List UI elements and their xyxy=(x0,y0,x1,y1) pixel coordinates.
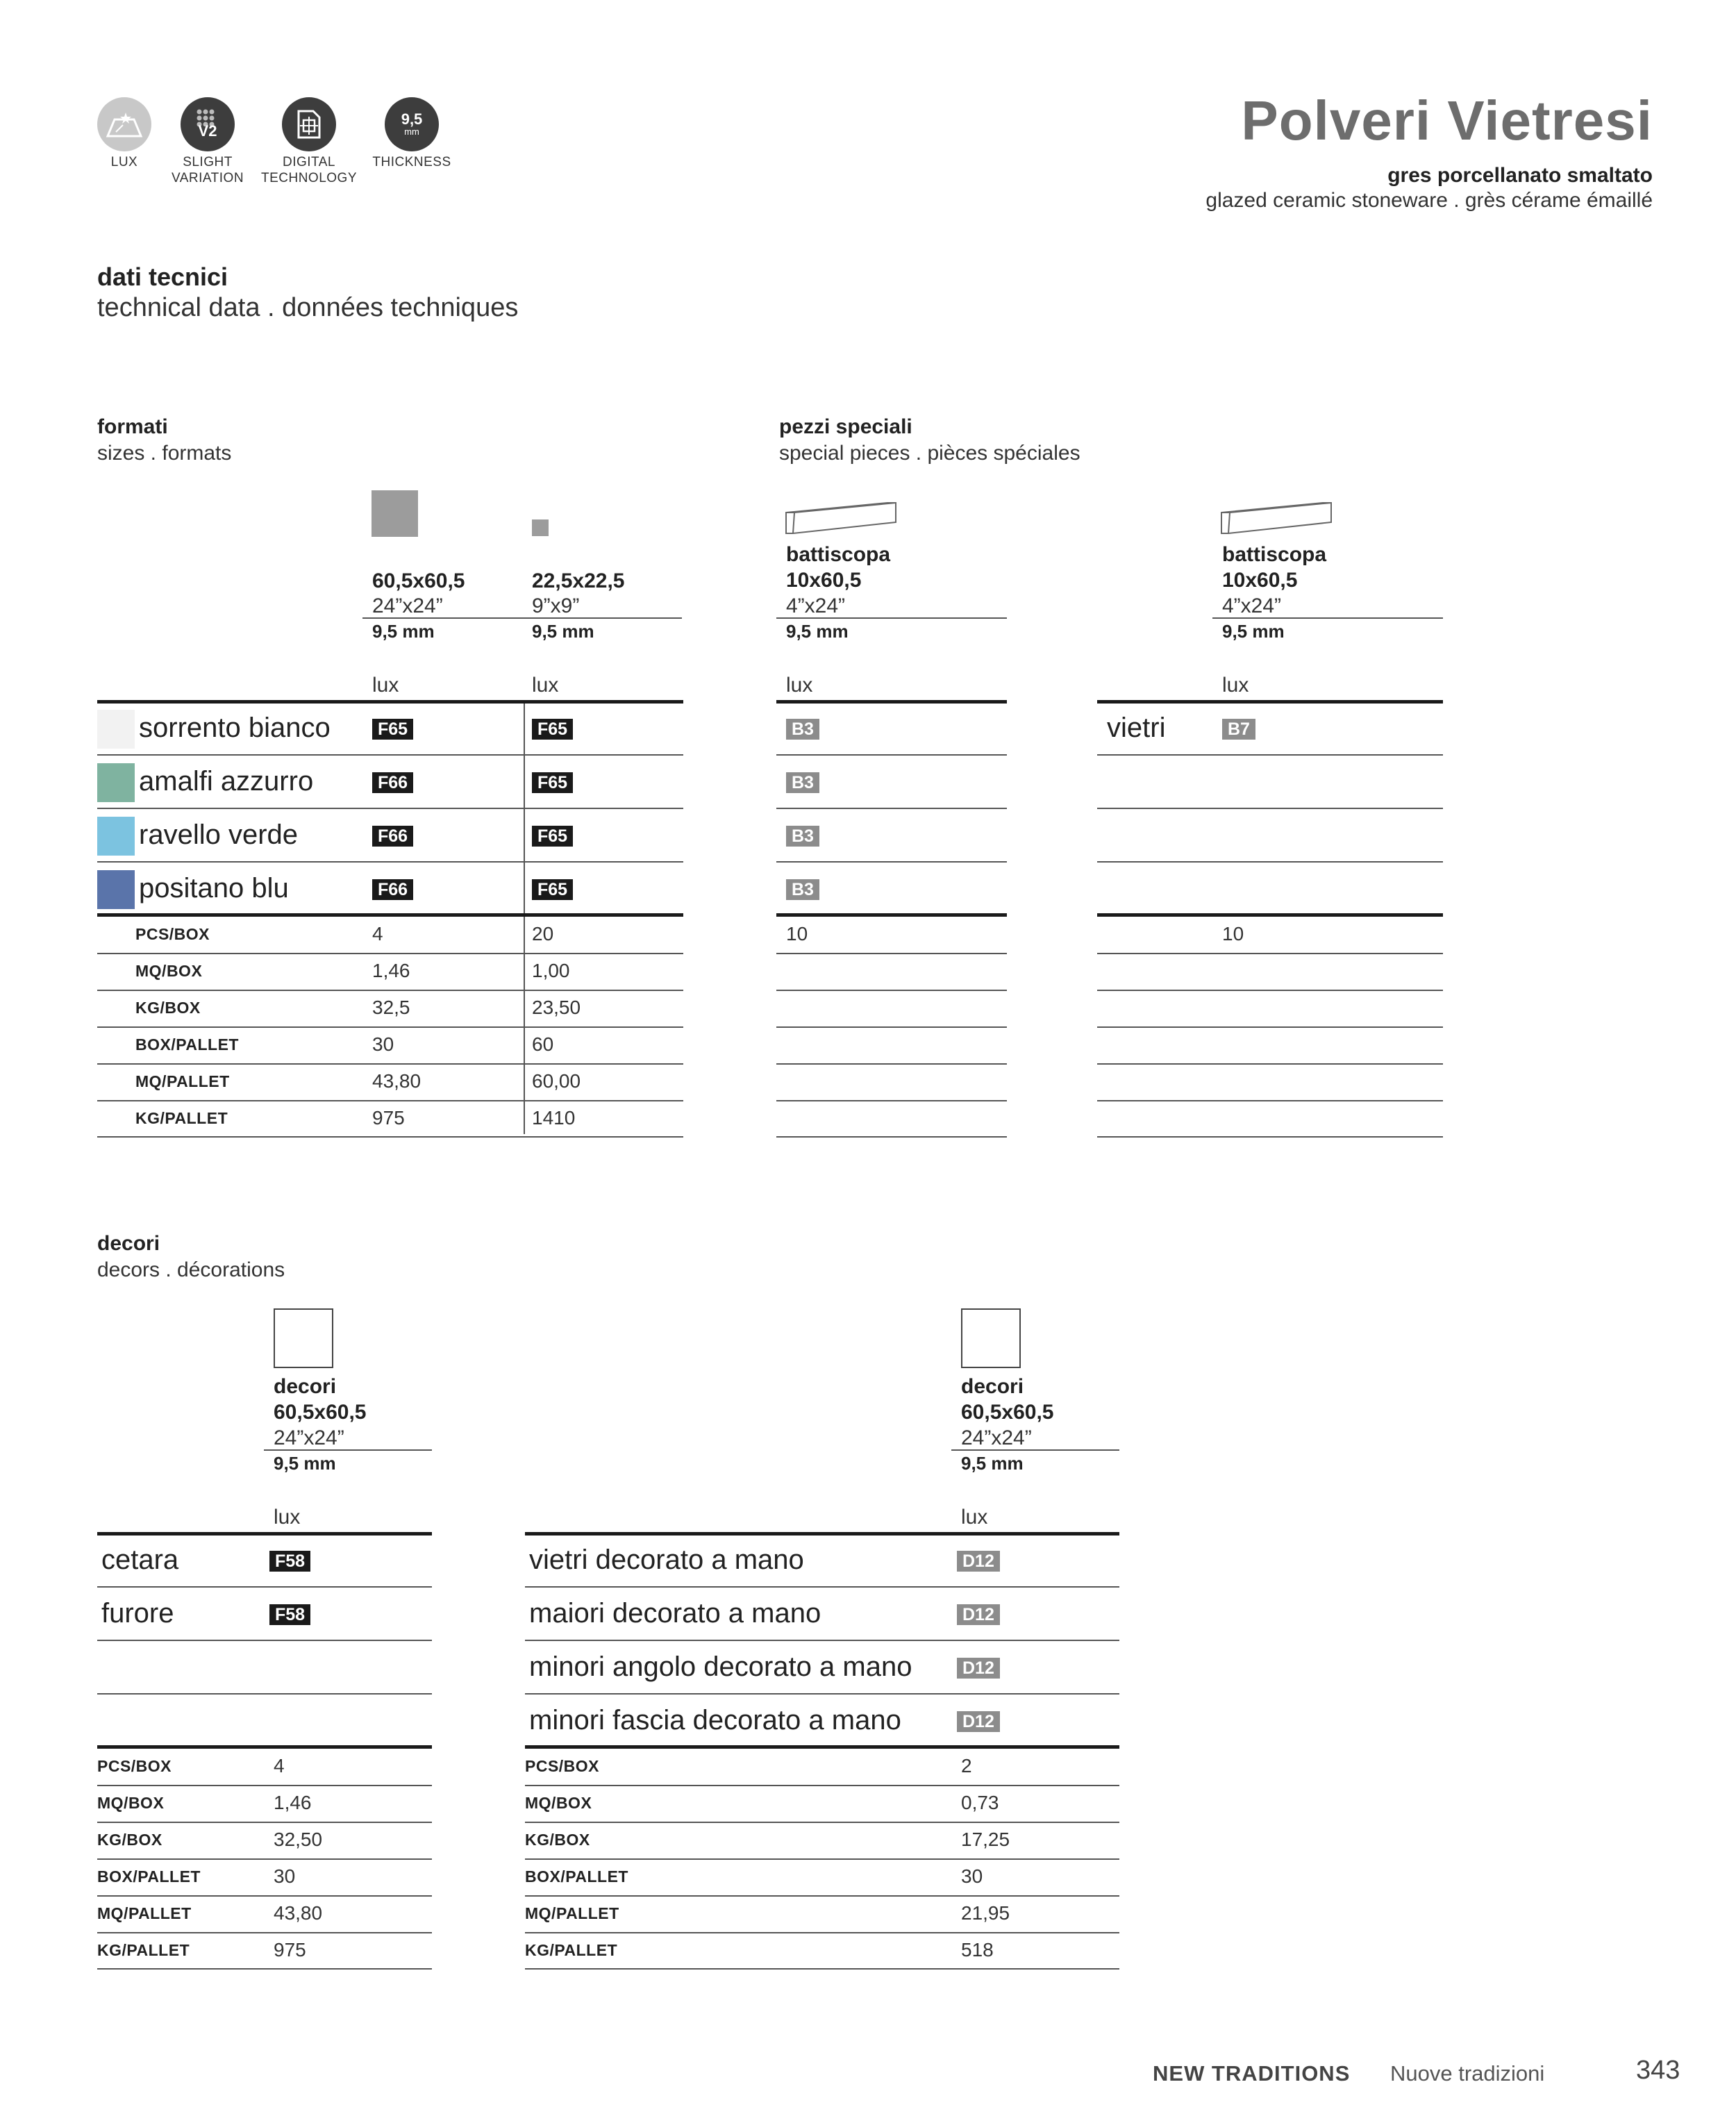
tile-22-preview xyxy=(532,519,549,536)
pack-label: KG/PALLET xyxy=(135,1109,228,1127)
code-badge: F66 xyxy=(372,772,413,793)
lux-icon xyxy=(97,97,151,151)
color-swatch xyxy=(97,763,135,802)
format-finish: lux xyxy=(372,674,399,697)
pack-value: 60 xyxy=(532,1033,554,1055)
special-name: battiscopa xyxy=(786,543,891,566)
pack-value: 60,00 xyxy=(532,1070,581,1092)
code-badge: D12 xyxy=(957,1604,1000,1625)
pack-label: KG/BOX xyxy=(525,1831,590,1849)
digital-technology-label: DIGITAL TECHNOLOGY xyxy=(260,155,358,185)
special-thickness: 9,5 mm xyxy=(786,621,849,642)
decor-row-name: vietri decorato a mano xyxy=(529,1545,804,1575)
pack-value: 1,46 xyxy=(274,1792,312,1813)
pack-value: 975 xyxy=(372,1107,405,1129)
pack-value: 4 xyxy=(274,1755,285,1776)
decors-subtitle: decors . décorations xyxy=(97,1258,285,1281)
special-finish: lux xyxy=(1222,674,1249,697)
subtitle-en-fr: glazed ceramic stoneware . grès cérame émaillé xyxy=(1205,189,1653,212)
decor-tile-preview xyxy=(274,1308,333,1368)
pack-label: BOX/PALLET xyxy=(97,1867,201,1886)
code-badge: F58 xyxy=(269,1604,310,1625)
slight-variation-label: SLIGHT VARIATION xyxy=(171,155,244,185)
code-badge: F65 xyxy=(532,826,573,847)
technical-title: dati tecnici xyxy=(97,263,228,291)
special-finish: lux xyxy=(786,674,813,697)
pack-label: KG/PALLET xyxy=(525,1941,618,1959)
pack-value: 30 xyxy=(274,1865,296,1887)
decor-size: 60,5x60,5 xyxy=(274,1401,367,1424)
pack-value: 32,5 xyxy=(372,997,410,1018)
skirting-piece-icon xyxy=(785,497,897,536)
code-badge: B3 xyxy=(786,772,819,793)
pack-label: KG/BOX xyxy=(135,999,201,1017)
special-subtitle: special pieces . pièces spéciales xyxy=(779,442,1080,465)
pack-value: 2 xyxy=(961,1755,972,1776)
pack-label: MQ/BOX xyxy=(135,962,203,980)
pack-value: 17,25 xyxy=(961,1829,1010,1850)
format-inch: 24”x24” xyxy=(372,594,443,617)
decor-finish: lux xyxy=(961,1506,988,1529)
decor-row-name: furore xyxy=(101,1598,174,1629)
pack-value: 1,00 xyxy=(532,960,570,981)
pack-value: 4 xyxy=(372,923,383,944)
slight-variation-badge: V2 xyxy=(198,122,217,140)
decor-tile-preview xyxy=(961,1308,1021,1368)
code-badge: B3 xyxy=(786,719,819,740)
pack-label: BOX/PALLET xyxy=(525,1867,628,1886)
pack-label: PCS/BOX xyxy=(97,1757,172,1775)
code-badge: D12 xyxy=(957,1551,1000,1572)
code-badge: F58 xyxy=(269,1551,310,1572)
technical-subtitle: technical data . données techniques xyxy=(97,293,519,322)
decor-name: decori xyxy=(274,1375,337,1398)
pack-value: 43,80 xyxy=(372,1070,422,1092)
pack-label: MQ/PALLET xyxy=(525,1904,619,1922)
pack-value: 10 xyxy=(786,923,808,944)
color-swatch xyxy=(97,817,135,856)
pack-value: 20 xyxy=(532,923,554,944)
pack-value: 23,50 xyxy=(532,997,581,1018)
pack-label: KG/BOX xyxy=(97,1831,162,1849)
special-title: pezzi speciali xyxy=(779,415,912,438)
decor-row-name: minori angolo decorato a mano xyxy=(529,1651,912,1682)
code-badge: D12 xyxy=(957,1711,1000,1732)
code-badge: B3 xyxy=(786,879,819,900)
decor-thickness: 9,5 mm xyxy=(961,1453,1024,1474)
pack-value: 32,50 xyxy=(274,1829,323,1850)
format-inch: 9”x9” xyxy=(532,594,580,617)
decor-thickness: 9,5 mm xyxy=(274,1453,336,1474)
pack-label: MQ/BOX xyxy=(525,1794,592,1812)
pack-value: 10 xyxy=(1222,923,1244,944)
special-inch: 4”x24” xyxy=(1222,594,1282,617)
code-badge: F66 xyxy=(372,826,413,847)
decors-title: decori xyxy=(97,1232,160,1255)
decor-size: 60,5x60,5 xyxy=(961,1401,1054,1424)
pack-value: 0,73 xyxy=(961,1792,999,1813)
slight-variation-icon xyxy=(181,97,235,151)
lux-label: LUX xyxy=(110,155,138,169)
color-swatch xyxy=(97,710,135,749)
digital-technology-icon xyxy=(282,97,336,151)
color-name: ravello verde xyxy=(139,819,299,850)
pack-value: 518 xyxy=(961,1939,994,1961)
code-badge: F65 xyxy=(532,879,573,900)
format-thickness: 9,5 mm xyxy=(372,621,435,642)
skirting-piece-icon xyxy=(1220,497,1333,536)
footer-collection-it: Nuove tradizioni xyxy=(1390,2061,1545,2086)
formats-title: formati xyxy=(97,415,168,438)
subtitle-it: gres porcellanato smaltato xyxy=(1387,164,1653,187)
footer-collection: NEW TRADITIONS xyxy=(1153,2061,1351,2086)
format-size: 60,5x60,5 xyxy=(372,569,465,592)
pack-label: PCS/BOX xyxy=(135,925,210,943)
pack-label: BOX/PALLET xyxy=(135,1035,239,1054)
decor-name: decori xyxy=(961,1375,1024,1398)
format-size: 22,5x22,5 xyxy=(532,569,625,592)
color-name: amalfi azzurro xyxy=(139,766,314,797)
pack-label: MQ/PALLET xyxy=(135,1072,230,1090)
pack-value: 30 xyxy=(372,1033,394,1055)
pack-value: 1,46 xyxy=(372,960,410,981)
pack-label: KG/PALLET xyxy=(97,1941,190,1959)
formats-subtitle: sizes . formats xyxy=(97,442,232,465)
brand-title: Polveri Vietresi xyxy=(1241,90,1653,151)
thickness-label: THICKNESS xyxy=(372,155,451,169)
pack-value: 43,80 xyxy=(274,1902,323,1924)
decor-finish: lux xyxy=(274,1506,301,1529)
pack-value: 975 xyxy=(274,1939,306,1961)
thickness-icon xyxy=(385,97,439,151)
special-name: battiscopa xyxy=(1222,543,1327,566)
code-badge: D12 xyxy=(957,1658,1000,1679)
pack-value: 30 xyxy=(961,1865,983,1887)
page-number: 343 xyxy=(1636,2056,1680,2085)
thickness-value: 9,5 xyxy=(401,110,423,128)
special-thickness: 9,5 mm xyxy=(1222,621,1285,642)
decor-row-name: minori fascia decorato a mano xyxy=(529,1705,901,1736)
special-row-name: vietri xyxy=(1107,713,1166,743)
tile-60-preview xyxy=(372,490,418,537)
format-thickness: 9,5 mm xyxy=(532,621,594,642)
thickness-unit: mm xyxy=(404,126,419,137)
pack-value: 21,95 xyxy=(961,1902,1010,1924)
special-size: 10x60,5 xyxy=(786,569,862,592)
code-badge: F65 xyxy=(372,719,413,740)
decor-row-name: maiori decorato a mano xyxy=(529,1598,821,1629)
decor-row-name: cetara xyxy=(101,1545,179,1575)
pack-value: 1410 xyxy=(532,1107,576,1129)
pack-label: PCS/BOX xyxy=(525,1757,600,1775)
code-badge: F66 xyxy=(372,879,413,900)
special-inch: 4”x24” xyxy=(786,594,846,617)
pack-label: MQ/BOX xyxy=(97,1794,165,1812)
color-swatch xyxy=(97,870,135,909)
code-badge: F65 xyxy=(532,772,573,793)
format-finish: lux xyxy=(532,674,559,697)
special-size: 10x60,5 xyxy=(1222,569,1298,592)
code-badge: B3 xyxy=(786,826,819,847)
color-name: sorrento bianco xyxy=(139,713,331,743)
decor-inch: 24”x24” xyxy=(274,1426,344,1449)
color-name: positano blu xyxy=(139,873,289,904)
decor-inch: 24”x24” xyxy=(961,1426,1032,1449)
code-badge: F65 xyxy=(532,719,573,740)
code-badge: B7 xyxy=(1222,719,1255,740)
pack-label: MQ/PALLET xyxy=(97,1904,192,1922)
